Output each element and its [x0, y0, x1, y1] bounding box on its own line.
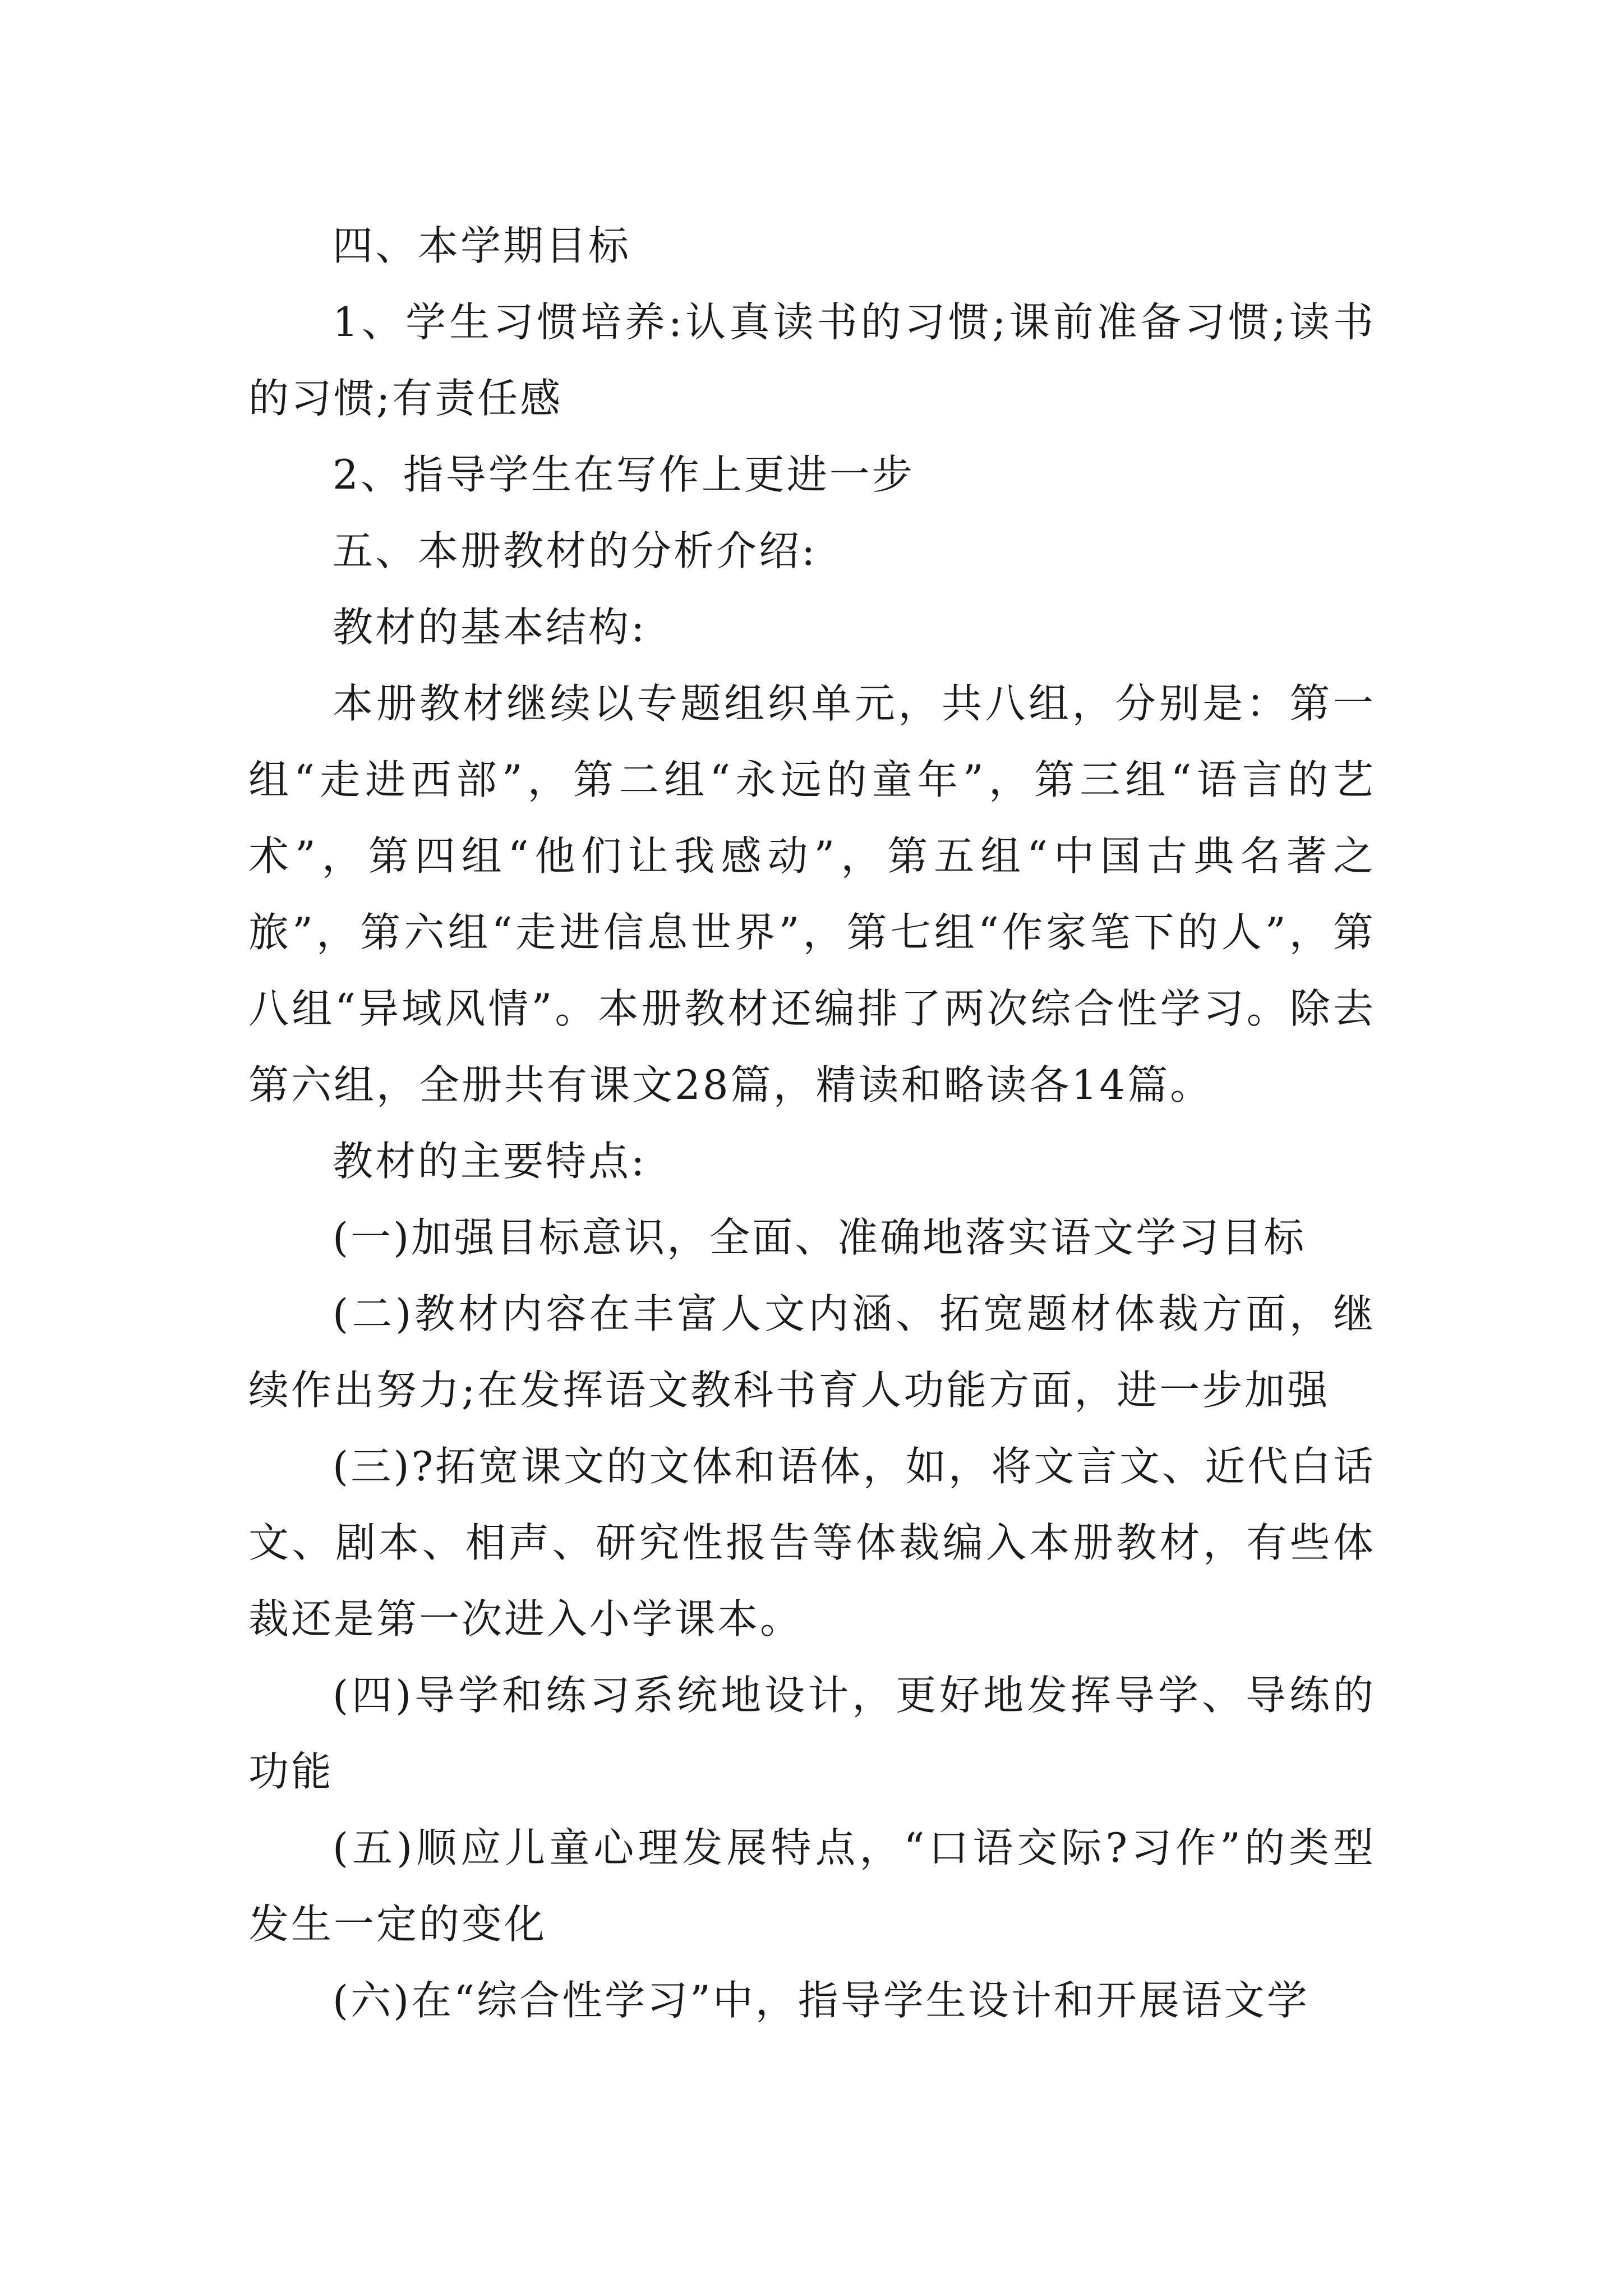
subheading-basic-structure: 教材的基本结构: — [333, 604, 647, 651]
document-page — [248, 208, 1376, 2039]
heading-semester-goals: 四、本学期目标 — [333, 222, 631, 269]
feature-item-5: (五)顺应儿童心理发展特点，“口语交际?习作”的类型发生一定的变化 — [248, 1824, 1376, 1948]
feature-item-3: (三)?拓宽课文的文体和语体，如，将文言文、近代白话文、剧本、相声、研究性报告等体裁编入本册教材，有些体裁还是第一次进入小学课本。 — [248, 1443, 1376, 1642]
feature-item-6: (六)在“综合性学习”中，指导学生设计和开展语文学 — [333, 1977, 1310, 2024]
feature-item-2: (二)教材内容在丰富人文内涵、拓宽题材体裁方面，继续作出努力;在发挥语文教科书育人功能方面，进一步加强 — [248, 1290, 1376, 1414]
goal-item-2: 2、指导学生在写作上更进一步 — [333, 451, 915, 498]
heading-textbook-analysis: 五、本册教材的分析介绍: — [333, 527, 818, 574]
paragraph-structure-details: 本册教材继续以专题组织单元，共八组，分别是：第一组“走进西部”，第二组“永远的童年”，第三组“语言的艺术”，第四组“他们让我感动”，第五组“中国古典名著之旅”，第六组“走进信息世界”，第七组“作家笔下的人”，第八组“异域风情”。本册教材还编排了两次综合性学习。除去第六组，全册共有课文28篇，精读和略读各14篇。 — [248, 680, 1376, 1108]
feature-item-1: (一)加强目标意识，全面、准确地落实语文学习目标 — [333, 1214, 1307, 1261]
goal-item-1: 1、学生习惯培养:认真读书的习惯;课前准备习惯;读书的习惯;有责任感 — [248, 298, 1376, 422]
subheading-main-features: 教材的主要特点: — [333, 1138, 647, 1185]
feature-item-4: (四)导学和练习系统地设计，更好地发挥导学、导练的功能 — [248, 1672, 1376, 1795]
